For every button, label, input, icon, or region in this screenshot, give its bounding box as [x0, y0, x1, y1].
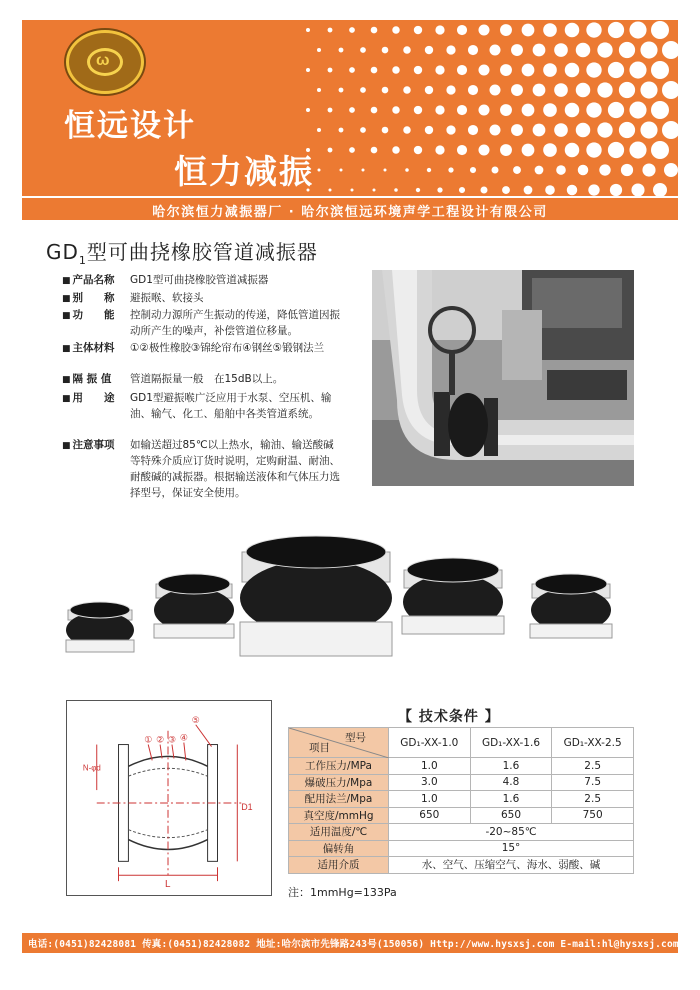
pattern-dot — [435, 105, 444, 114]
pattern-dot — [586, 62, 601, 77]
product-photos — [60, 528, 650, 688]
pattern-dot — [425, 86, 433, 94]
pattern-dot — [511, 124, 523, 136]
pattern-dot — [371, 67, 378, 74]
pattern-dot — [664, 163, 678, 177]
cell-value: 650 — [470, 807, 552, 824]
pattern-dot — [554, 83, 568, 97]
spec-item — [62, 371, 352, 387]
spec-label: ■ 隔 振 值 — [62, 371, 126, 388]
pattern-dot — [306, 108, 310, 112]
pattern-dot — [535, 166, 544, 175]
table-header-row — [289, 728, 634, 758]
pattern-dot — [511, 84, 523, 96]
spec-value: 避振喉、软接头 — [130, 292, 204, 304]
spec-label: ■ 注意事项 — [62, 437, 126, 454]
row-item: 适用介质 — [289, 857, 389, 874]
pattern-dot — [414, 146, 422, 154]
pattern-dot — [459, 187, 465, 193]
pattern-dot — [513, 166, 521, 174]
pattern-dot — [599, 164, 610, 175]
pattern-dot — [653, 183, 667, 196]
pattern-dot — [597, 122, 612, 137]
pattern-dot — [642, 163, 655, 176]
pattern-dot — [349, 67, 355, 73]
pattern-dot — [502, 186, 510, 194]
spec-item — [62, 390, 352, 436]
pattern-dot — [533, 124, 546, 137]
table-row — [289, 840, 634, 857]
cell-value: 1.6 — [470, 758, 552, 775]
pattern-dot — [479, 145, 490, 156]
pattern-dot — [651, 141, 669, 159]
pattern-dot — [651, 21, 669, 39]
dim-nd-label: N-φd — [82, 763, 101, 773]
table-corner — [289, 728, 389, 758]
cell-value: 3.0 — [389, 774, 471, 791]
pattern-dot — [435, 145, 444, 154]
pattern-dot — [405, 168, 409, 172]
pattern-dot — [545, 185, 555, 195]
pattern-dot — [608, 62, 624, 78]
pattern-dot — [565, 103, 580, 118]
pattern-dot — [457, 105, 467, 115]
pattern-dot — [543, 103, 557, 117]
pattern-dot — [414, 66, 422, 74]
table-row — [289, 857, 634, 874]
pattern-dot — [349, 147, 355, 153]
table-row — [289, 791, 634, 808]
model-header: GD₁-XX-2.5 — [552, 728, 634, 758]
pattern-dot — [597, 42, 612, 57]
spec-item — [62, 437, 352, 497]
spec-value: GD1型避振喉广泛应用于水泵、空压机、输油、输气、化工、船舶中各类管道系统。 — [130, 392, 332, 420]
pattern-dot — [317, 48, 321, 52]
pattern-dot — [565, 63, 580, 78]
pattern-dot — [362, 169, 365, 172]
spec-value: ①②极性橡胶③锦纶帘布④钢丝⑤锻钢法兰 — [130, 342, 325, 354]
pattern-dot — [621, 164, 633, 176]
product-small-2 — [530, 574, 612, 638]
pattern-dot — [481, 187, 488, 194]
pattern-dot — [586, 142, 601, 157]
pattern-dot — [425, 126, 433, 134]
pattern-dot — [318, 169, 321, 172]
pattern-dot — [554, 43, 568, 57]
header-banner — [22, 20, 678, 196]
company-logo — [66, 30, 144, 94]
pattern-dot — [446, 125, 455, 134]
pattern-dot — [328, 28, 333, 33]
pattern-dot — [394, 188, 398, 192]
row-item: 配用法兰/Mpa — [289, 791, 389, 808]
cell-value: 水、空气、压缩空气、海水、弱酸、碱 — [389, 857, 634, 874]
row-item: 偏转角 — [289, 840, 389, 857]
model-header: GD₁-XX-1.6 — [470, 728, 552, 758]
pattern-dot — [360, 47, 366, 53]
pattern-dot — [373, 189, 376, 192]
callout-1: ① — [144, 735, 153, 746]
pattern-dot — [317, 88, 321, 92]
pattern-dot — [490, 85, 501, 96]
pattern-dot — [403, 126, 411, 134]
title-subscript: 1 — [78, 254, 87, 267]
cell-value: 15° — [389, 840, 634, 857]
pattern-dot — [608, 102, 624, 118]
pattern-dot — [631, 183, 644, 196]
cell-value: 2.5 — [552, 791, 634, 808]
pattern-dot — [392, 66, 400, 74]
pattern-dot — [416, 188, 420, 192]
pattern-dot — [468, 45, 478, 55]
pattern-dot — [608, 142, 624, 158]
pattern-dot — [490, 45, 501, 56]
cell-value: 750 — [552, 807, 634, 824]
pattern-dot — [500, 24, 512, 36]
pattern-dot — [629, 101, 646, 118]
cell-value: 1.0 — [389, 758, 471, 775]
pattern-dot — [349, 27, 355, 33]
pattern-dot — [339, 48, 344, 53]
spec-item — [62, 307, 352, 339]
pattern-dot — [448, 167, 453, 172]
pattern-dot — [437, 187, 442, 192]
pattern-dot — [382, 87, 389, 94]
tech-table — [288, 727, 634, 874]
corner-item-label: 项目 — [309, 742, 330, 754]
spec-item — [62, 290, 352, 306]
pattern-dot — [479, 65, 490, 76]
pattern-dot — [317, 128, 321, 132]
pattern-dot — [360, 87, 366, 93]
slogan-line-1: 恒远设计 — [64, 108, 196, 144]
pattern-dot — [392, 26, 400, 34]
pattern-dot — [576, 83, 591, 98]
pattern-dot — [382, 47, 389, 54]
cell-value: 1.6 — [470, 791, 552, 808]
pattern-dot — [435, 25, 444, 34]
pattern-dot — [578, 165, 589, 176]
pattern-dot — [414, 106, 422, 114]
spec-value: 管道隔振量一般 在15dB以上。 — [130, 373, 284, 385]
pattern-dot — [565, 23, 580, 38]
pattern-dot — [586, 22, 601, 37]
spec-value: GD1型可曲挠橡胶管道减振器 — [130, 274, 269, 286]
table-row — [289, 758, 634, 775]
pattern-dot — [576, 43, 591, 58]
pattern-dot — [457, 25, 467, 35]
pattern-dot — [619, 82, 635, 98]
callout-4: ④ — [179, 733, 188, 744]
pattern-dot — [329, 189, 332, 192]
pattern-dot — [384, 169, 387, 172]
product-title — [46, 236, 318, 267]
pattern-dot — [662, 41, 678, 59]
pattern-dot — [457, 145, 467, 155]
pattern-dot — [492, 167, 499, 174]
pattern-dot — [610, 184, 622, 196]
pattern-dot — [351, 189, 354, 192]
company-bar — [22, 196, 678, 220]
spec-label: ■ 别 称 — [62, 290, 126, 307]
product-small-1 — [66, 602, 134, 652]
pattern-dot — [640, 41, 657, 58]
pattern-dot — [565, 143, 580, 158]
pattern-dot — [522, 24, 535, 37]
dot-pattern — [298, 20, 678, 196]
pattern-dot — [392, 106, 400, 114]
pattern-dot — [371, 147, 378, 154]
dim-d1-label: D1 — [241, 801, 253, 812]
pattern-dot — [328, 68, 333, 73]
pattern-dot — [328, 148, 333, 153]
pattern-dot — [629, 61, 646, 78]
pattern-dot — [533, 84, 546, 97]
callout-5: ⑤ — [191, 715, 200, 726]
pattern-dot — [403, 86, 411, 94]
technical-drawing — [66, 700, 272, 896]
pattern-dot — [425, 46, 433, 54]
pattern-dot — [414, 26, 422, 34]
pattern-dot — [524, 186, 533, 195]
pattern-dot — [662, 121, 678, 139]
slogan-line-2: 恒力减振 — [174, 152, 314, 191]
callout-3: ③ — [168, 735, 176, 746]
pattern-dot — [371, 27, 378, 34]
pattern-dot — [479, 25, 490, 36]
pattern-dot — [340, 169, 343, 172]
pattern-dot — [457, 65, 467, 75]
dim-l-label: L — [165, 879, 171, 891]
pattern-dot — [588, 184, 599, 195]
table-row — [289, 774, 634, 791]
pattern-dot — [349, 107, 355, 113]
spec-value: 控制动力源所产生振动的传递，降低管道因振动所产生的噪声，补偿管道位移量。 — [130, 309, 340, 337]
row-item: 工作压力/MPa — [289, 758, 389, 775]
cell-value: 7.5 — [552, 774, 634, 791]
pattern-dot — [479, 105, 490, 116]
spec-item — [62, 340, 352, 370]
pattern-dot — [651, 61, 669, 79]
pattern-dot — [629, 141, 646, 158]
pattern-dot — [446, 85, 455, 94]
pattern-dot — [339, 128, 344, 133]
tech-heading: 【 技术条件 】 — [398, 709, 500, 725]
pattern-dot — [556, 165, 566, 175]
pattern-dot — [533, 44, 546, 57]
spec-label: ■ 主体材料 — [62, 340, 126, 357]
corner-diagonal — [289, 728, 389, 758]
title-prefix: GD — [46, 240, 79, 264]
pattern-dot — [470, 167, 476, 173]
pattern-dot — [500, 64, 512, 76]
table-row — [289, 807, 634, 824]
pattern-dot — [328, 108, 333, 113]
corner-model-label: 型号 — [345, 732, 366, 744]
contact-info: 电话:(0451)82428081 传真:(0451)82428082 地址:哈尔滨市先锋路243号(150056) Http://www.hysxsj.com E-mail:hl@hysxsj.com — [28, 939, 679, 950]
pattern-dot — [511, 44, 523, 56]
pattern-dot — [662, 81, 678, 99]
pattern-dot — [619, 122, 635, 138]
pattern-dot — [490, 125, 501, 136]
pattern-dot — [586, 102, 601, 117]
row-item: 适用温度/℃ — [289, 824, 389, 841]
cell-value: 650 — [389, 807, 471, 824]
pattern-dot — [446, 45, 455, 54]
pattern-dot — [468, 125, 478, 135]
spec-label: ■ 功 能 — [62, 307, 126, 324]
pattern-dot — [522, 144, 535, 157]
spec-label: ■ 用 途 — [62, 390, 126, 407]
pattern-dot — [306, 28, 310, 32]
pattern-dot — [554, 123, 568, 137]
pattern-dot — [339, 88, 344, 93]
pattern-dot — [306, 68, 310, 72]
pattern-dot — [543, 143, 557, 157]
row-item: 真空度/mmHg — [289, 807, 389, 824]
company-names: 哈尔滨恒力减振器厂 · 哈尔滨恒远环境声学工程设计有限公司 — [152, 205, 548, 220]
pattern-dot — [435, 65, 444, 74]
callout-2: ② — [156, 735, 165, 746]
pattern-dot — [597, 82, 612, 97]
unit-note: 注：1mmHg=133Pa — [288, 886, 397, 899]
cell-value: -20~85℃ — [389, 824, 634, 841]
row-item: 爆破压力/Mpa — [289, 774, 389, 791]
spec-value: 如输送超过85℃以上热水，输油、输送酸碱等特殊介质应订货时说明，定购耐温、耐油、耐酸碱的减振器。根据输送液体和气体压力选择型号，保证安全使用。 — [130, 439, 340, 499]
product-medium-2 — [402, 558, 504, 634]
pattern-dot — [392, 146, 400, 154]
contact-footer — [22, 933, 678, 953]
pattern-dot — [608, 22, 624, 38]
pattern-dot — [567, 185, 578, 196]
pattern-dot — [640, 81, 657, 98]
pattern-dot — [500, 144, 512, 156]
pattern-dot — [640, 121, 657, 138]
model-header: GD₁-XX-1.0 — [389, 728, 471, 758]
pattern-dot — [500, 104, 512, 116]
pattern-dot — [403, 46, 411, 54]
product-medium-1 — [154, 574, 234, 638]
installation-photo — [372, 270, 634, 486]
pattern-dot — [629, 21, 646, 38]
spec-item — [62, 272, 352, 288]
logo-mark: ω — [96, 52, 110, 69]
pattern-dot — [468, 85, 478, 95]
cell-value: 4.8 — [470, 774, 552, 791]
table-row — [289, 824, 634, 841]
pattern-dot — [371, 107, 378, 114]
pattern-dot — [619, 42, 635, 58]
cell-value: 2.5 — [552, 758, 634, 775]
pattern-dot — [651, 101, 669, 119]
pattern-dot — [427, 168, 431, 172]
product-large — [240, 536, 392, 656]
pattern-dot — [360, 127, 366, 133]
pattern-dot — [522, 64, 535, 77]
pattern-dot — [543, 63, 557, 77]
pattern-dot — [382, 127, 389, 134]
pattern-dot — [543, 23, 557, 37]
title-suffix: 型可曲挠橡胶管道减振器 — [86, 240, 318, 264]
spec-label: ■ 产品名称 — [62, 272, 126, 289]
cell-value: 1.0 — [389, 791, 471, 808]
pattern-dot — [576, 123, 591, 138]
pattern-dot — [522, 104, 535, 117]
